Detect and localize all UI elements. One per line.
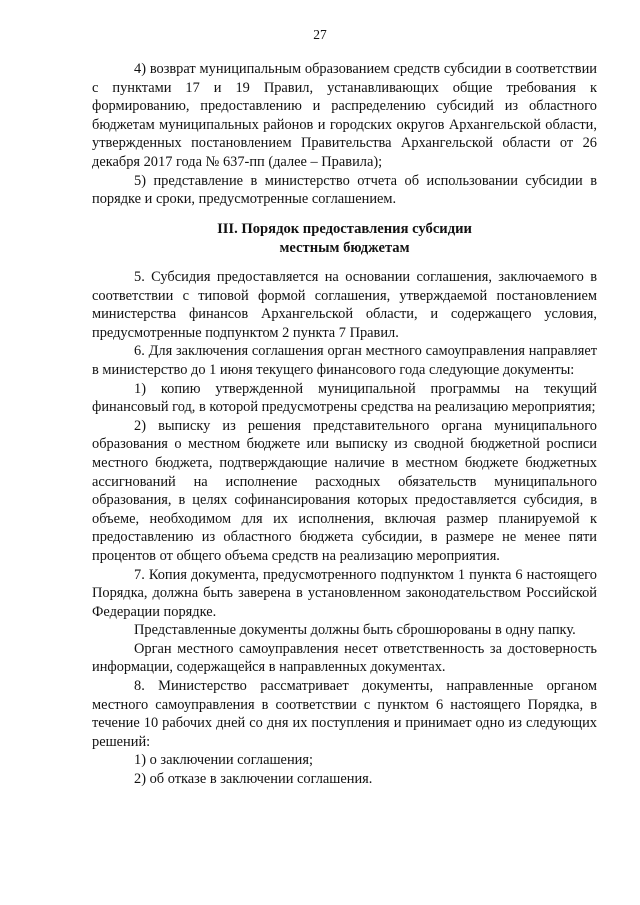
page-number: 27 <box>313 27 327 42</box>
paragraph: Орган местного самоуправления несет ответственность за достоверность информации, содержащейся в направленных документах. <box>92 640 597 676</box>
paragraph: 2) выписку из решения представительного органа муниципального образования о местном бюджете или выписку из сводной бюджетной росписи местного бюджета, подтверждающие наличие в местном бюджете бюджетных ассигнований на исполнение расходных обязательств муниципального образования, в целях софинансирования которых предоставляется субсидия, в объеме, необходимом для их исполнения, включая размер планируемой к предоставлению из областного бюджета субсидии, в размере не менее пяти процентов от общего объема средств на реализацию мероприятия. <box>92 417 597 564</box>
section-title-line: местным бюджетам <box>279 239 410 256</box>
paragraph: 6. Для заключения соглашения орган местного самоуправления направляет в министерство до 1 июня текущего финансового года следующие документы: <box>92 343 597 378</box>
paragraph: 5. Субсидия предоставляется на основании соглашения, заключаемого в соответствии с типовой формой соглашения, утверждаемой постановлением министерства финансов Архангельской области, и содержащего условия, предусмотренные подпунктом 2 пункта 7 Правил. <box>92 269 597 341</box>
paragraph: 7. Копия документа, предусмотренного подпунктом 1 пункта 6 настоящего Порядка, должна быть заверена в установленном законодательством Российской Федерации порядке. <box>92 566 597 620</box>
paragraph: 8. Министерство рассматривает документы, направленные органом местного самоуправления в соответствии с пунктом 6 настоящего Порядка, в течение 10 рабочих дней со дня их поступления и принимает одно из следующих решений: <box>92 678 597 750</box>
section-title-line: III. Порядок предоставления субсидии <box>217 221 472 237</box>
paragraph: 4) возврат муниципальным образованием средств субсидии в соответствии с пунктами 17 и 19 Правил, устанавливающих общие требования к формированию, предоставлению и распределению субсидий из областного бюджетам муниципальных районов и городских округов Архангельской области, утвержденных постановлением Правительства Архангельской области от 26 декабря 2017 года № 637-пп (далее – Правила); <box>92 61 597 170</box>
section-title <box>92 220 597 257</box>
paragraph: 1) о заключении соглашения; <box>134 752 313 769</box>
body-paragraphs <box>92 268 597 789</box>
paragraph: 5) представление в министерство отчета об использовании субсидии в порядке и сроки, предусмотренные соглашением. <box>92 172 597 208</box>
paragraph: 1) копию утвержденной муниципальной программы на текущий финансовый год, в которой предусмотрены средства на реализацию мероприятия; <box>92 380 597 416</box>
top-paragraphs <box>92 60 597 209</box>
paragraph: Представленные документы должны быть сброшюрованы в одну папку. <box>134 622 576 639</box>
paragraph: 2) об отказе в заключении соглашения. <box>134 771 373 788</box>
